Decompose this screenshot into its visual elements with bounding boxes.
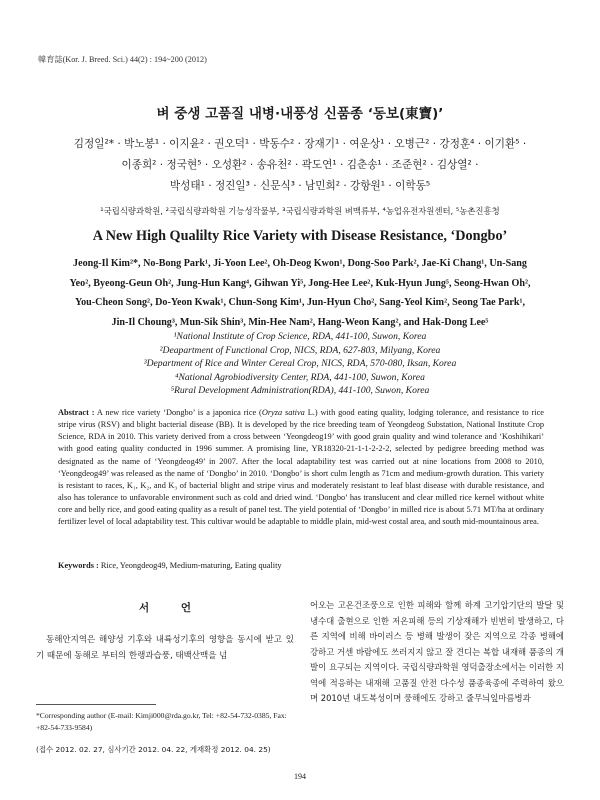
english-authors-line: You-Cheon Song², Do-Yeon Kwak¹, Chun-Song Kim¹, Jun-Hyun Cho², Sang-Yeol Kim², Seong Tae Park¹, — [74, 297, 526, 308]
affiliation-line: ¹National Institute of Crop Science, RDA, 441-100, Suwon, Korea — [173, 331, 427, 342]
affiliation-line: ³Department of Rice and Winter Cereal Crop, NICS, RDA, 570-080, Iksan, Korea — [143, 358, 457, 369]
left-column — [36, 600, 294, 664]
keywords-text: Rice, Yeongdeog49, Medium-maturing, Eating quality — [98, 561, 282, 570]
english-affiliations — [60, 330, 540, 398]
korean-authors-line: 박성태¹ · 정진일³ · 신문식³ · 남민희² · 강항원¹ · 이학동⁵ — [169, 180, 431, 192]
english-authors-line: Yeo², Byeong-Geun Oh², Jung-Hun Kang⁴, Gihwan Yi⁵, Jong-Hee Lee², Kuk-Hyun Jung⁵, Seong-Hwan Oh², — [69, 277, 531, 289]
korean-authors-line: 이종희² · 정국현⁵ · 오성환² · 송유천² · 곽도연¹ · 김춘송¹ · 조준현² · 김상열² · — [121, 159, 479, 171]
section-title-introduction: 서 언 — [139, 602, 205, 614]
abstract-text-part2: L.) with good eating quality, lodging tolerance, and resistance to rice stripe virus (RSV) and blight bacterial disease (BB). It is developed by the rice breeding team of Yeongdeog Substation, National Institute Crop Science, RDA in 2010. This variety derived from a cross between ‘Yeongdeog19’ with good grain quality and wind tolerance and ‘Koshihikari’ with good eating quality conducted in 1996 summer. A promising line, YR18320-21-1-1-2-2-2, selected by pedigree breeding method was designated as the name of ‘Yeongdeog49’ in 2007. After the local adaptability test was carried out at nine locations from 2008 to 2010, ‘Yeongdeog49’ was released as the name of ‘Dongbo’ in 2010. ‘Dongbo’ is short culm length as 71cm and medium-growth duration. This variety is resistant to races, K₁, K₂, and K₃ of bacterial blight and stripe virus and moderately resistant to leaf blast disease with durable resistance, and also has tolerance to unfavorable environment such as cold and dried wind. ‘Dongbo’ has translucent and clear milled rice kernel without white core and belly rice, and good eating quality as a result of panel test. The yield potential of ‘Dongbo’ in milled rice is about 5.71 MT/ha at ordinary fertilizer level of local adaptability test. This cultivar would be adaptable to middle plain, mid-west costal area, and south mid-mountainous area. — [58, 408, 544, 527]
affiliation-line: ⁵Rural Development Administration(RDA), 441-100, Suwon, Korea — [170, 385, 430, 396]
journal-header: 韓育誌(Kor. J. Breed. Sci.) 44(2) : 194~200 (2012) — [38, 55, 207, 64]
korean-authors — [50, 134, 550, 197]
keywords-label: Keywords : — [58, 561, 99, 570]
english-authors-line: Jeong-Il Kim²*, No-Bong Park¹, Ji-Yoon Lee², Oh-Deog Kwon¹, Dong-Soo Park², Jae-Ki Chang¹, Un-Sang — [73, 258, 527, 269]
keywords — [58, 561, 544, 570]
abstract-species-name: Oryza sativa — [261, 408, 305, 417]
abstract — [58, 407, 544, 529]
affiliation-line: ²Deapartment of Functional Crop, NICS, RDA, 627-803, Milyang, Korea — [159, 344, 441, 356]
introduction-text-left: 동해안지역은 해양성 기후와 내륙성기후의 영향을 동시에 받고 있기 때문에 동해로 부터의 한랭과습풍, 태백산맥을 넘 — [36, 635, 294, 661]
corresponding-author-footnote: *Corresponding author (E-mail: Kimji000@rda.go.kr, Tel: +82-54-732-0385, Fax: +82-54-733-9584) — [36, 711, 287, 732]
received-dates: (접수 2012. 02. 27, 심사기간 2012. 04. 22, 게재확정 2012. 04. 25) — [36, 745, 271, 754]
korean-title: 벼 중생 고품질 내병·내풍성 신품종 ‘동보(東寶)’ — [156, 106, 444, 122]
page-number: 194 — [294, 772, 306, 781]
korean-authors-line: 김정일²* · 박노봉¹ · 이지윤² · 권오덕¹ · 박동수² · 장재기¹ · 여운상¹ · 오병근² · 강정훈⁴ · 이기환⁵ · — [73, 138, 527, 150]
korean-affiliations: ¹국립식량과학원, ²국립식량과학원 기능성작물부, ³국립식량과학원 벼맥류부, ⁴농업유전자원센터, ⁵농촌진흥청 — [100, 206, 500, 216]
footnote-divider — [36, 704, 156, 705]
abstract-label: Abstract : — [58, 408, 95, 417]
english-authors-line: Jin-Il Choung³, Mun-Sik Shin³, Min-Hee Nam², Hang-Weon Kang², and Hak-Dong Lee⁵ — [111, 316, 489, 328]
affiliation-line: ⁴National Agrobiodiversity Center, RDA, 441-100, Suwon, Korea — [175, 371, 425, 383]
abstract-text-part1: A new rice variety ‘Dongbo’ is a japonica rice ( — [94, 408, 262, 417]
english-authors — [50, 254, 550, 332]
english-title: A New High Qualilty Rice Variety with Disease Resistance, ‘Dongbo’ — [92, 228, 508, 244]
introduction-text-right: 어오는 고온건조풍으로 인한 피해와 함께 하계 고기압기단의 발달 및 냉수대 출현으로 인한 저온피해 등의 기상재해가 빈번히 발생하고, 다른 지역에 비해 바이러스 등 병해 발생이 잦은 지역으로 각종 병해에 강하고 거센 바람에도 쓰러지지 않고 잘 견디는 복합 내재해 품종의 개발이 요구되는 지역이다. 국립식량과학원 영덕출장소에서는 이러한 지역에 적응하는 내재해 고품질 안전 다수성 품종육종에 주력하여 왔으며 2010년 내도복성이며 풍해에도 강하고 줄무늬잎마름병과 — [310, 600, 564, 703]
